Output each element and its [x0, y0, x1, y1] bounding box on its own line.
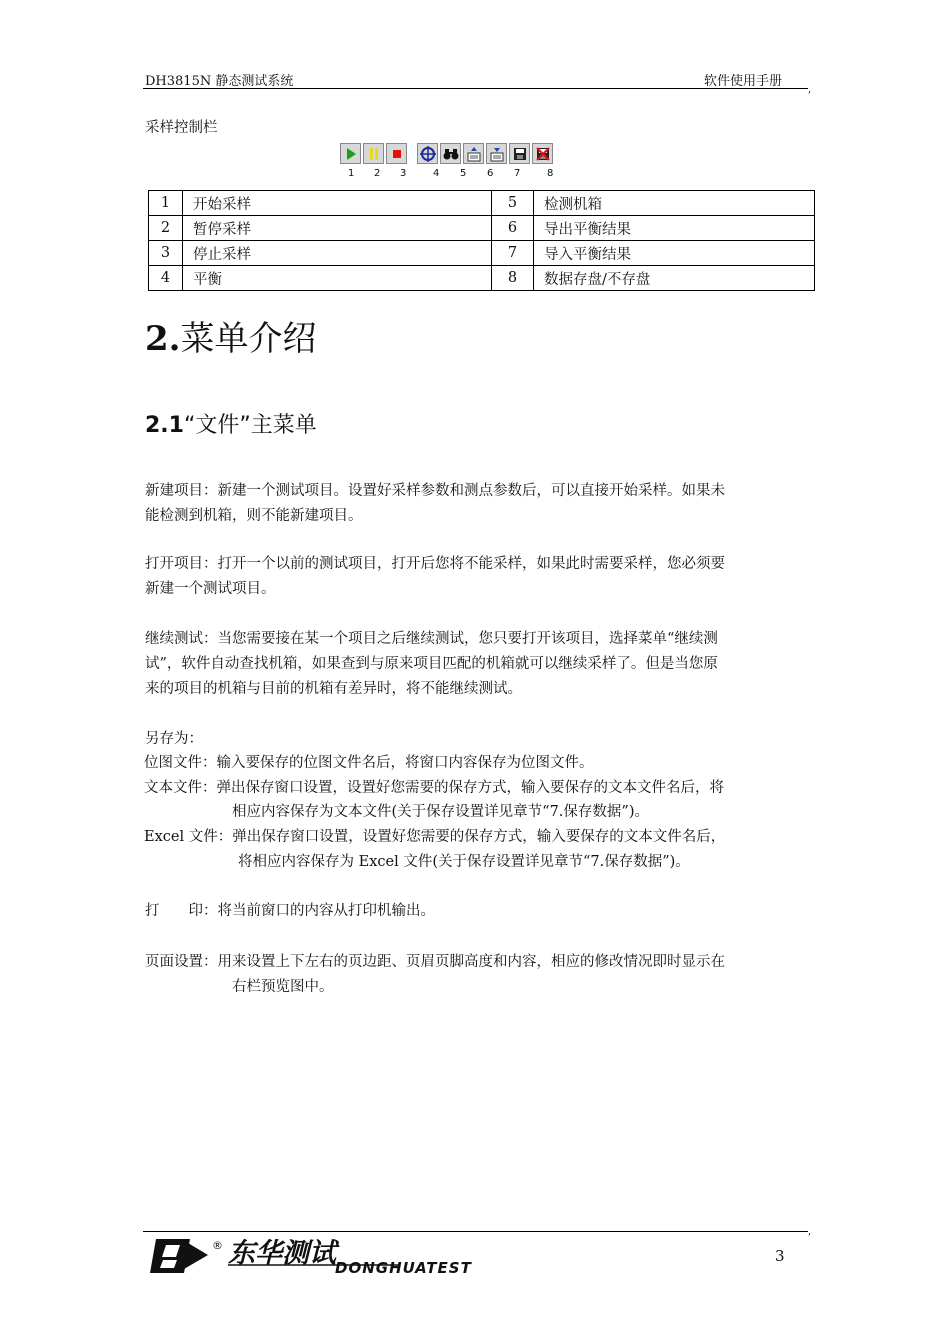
paragraph-line: 继续测试：当您需要接在某一个项目之后继续测试，您只要打开该项目，选择菜单“继续测: [145, 631, 718, 647]
print-label: 打 印: [145, 903, 203, 919]
table-cell: 4: [149, 266, 183, 291]
footer-mark: ,: [808, 1226, 812, 1237]
table-cell: 导入平衡结果: [534, 241, 815, 266]
toolbar-number: 6: [487, 168, 494, 179]
header-title: DH3815N 静态测试系统: [145, 74, 294, 89]
header-mark: ,: [808, 84, 812, 95]
paragraph-line: 试”，软件自动查找机箱，如果查到与原来项目匹配的机箱就可以继续采样了。但是当您原: [145, 656, 718, 672]
no-save-disk-icon[interactable]: [532, 143, 553, 164]
paragraph-line: 新建一个测试项目。: [145, 581, 276, 597]
table-cell: 5: [492, 191, 534, 216]
table-row: [149, 241, 815, 266]
section-title: 菜单介绍: [180, 319, 317, 359]
table-row: [149, 266, 815, 291]
import-balance-icon[interactable]: [486, 143, 507, 164]
toolbar-number: 7: [514, 168, 521, 179]
balance-icon[interactable]: [417, 143, 438, 164]
paragraph-line: 右栏预览图中。: [232, 979, 334, 995]
table-cell: 停止采样: [183, 241, 492, 266]
subsection-number: 2.1: [145, 413, 184, 438]
paragraph-line: [145, 899, 435, 924]
sampling-bar-caption: 采样控制栏: [145, 120, 218, 136]
table-cell: 数据存盘/不存盘: [534, 266, 815, 291]
subsection-title: “文件”主菜单: [183, 413, 317, 438]
print-text: ：将当前窗口的内容从打印机输出。: [203, 903, 435, 919]
table-cell: 检测机箱: [534, 191, 815, 216]
table-cell: 7: [492, 241, 534, 266]
section-heading: [145, 311, 317, 360]
footer-rule: [143, 1231, 808, 1232]
paragraph-line: Excel 文件：弹出保存窗口设置，设置好您需要的保存方式，输入要保存的文本文件名后，: [144, 829, 726, 845]
stop-icon[interactable]: [386, 143, 407, 164]
donghuatest-logo: [150, 1235, 550, 1281]
logo-english: DONGHUATEST: [335, 1259, 472, 1277]
table-cell: 2: [149, 216, 183, 241]
paragraph-line: 打开项目：打开一个以前的测试项目，打开后您将不能采样，如果此时需要采样，您必须要: [145, 556, 725, 572]
table-cell: 8: [492, 266, 534, 291]
sampling-controls-table: [148, 190, 815, 291]
toolbar-number: 2: [374, 168, 381, 179]
toolbar-number: 8: [547, 168, 554, 179]
table-cell: 6: [492, 216, 534, 241]
paragraph-line: 新建项目：新建一个测试项目。设置好采样参数和测点参数后，可以直接开始采样。如果未: [145, 483, 725, 499]
paragraph-line: 页面设置：用来设置上下左右的页边距、页眉页脚高度和内容，相应的修改情况即时显示在: [145, 954, 725, 970]
binoculars-icon[interactable]: [440, 143, 461, 164]
table-row: [149, 191, 815, 216]
table-row: [149, 216, 815, 241]
paragraph-line: 将相应内容保存为 Excel 文件(关于保存设置详见章节“7.保存数据”)。: [238, 854, 690, 870]
logo-chinese: 东华测试: [228, 1238, 336, 1269]
play-icon[interactable]: [340, 143, 361, 164]
table-cell: 暂停采样: [183, 216, 492, 241]
save-disk-icon[interactable]: [509, 143, 530, 164]
paragraph-line: 相应内容保存为文本文件(关于保存设置详见章节“7.保存数据”)。: [232, 804, 649, 820]
table-cell: 平衡: [183, 266, 492, 291]
paragraph-line: 来的项目的机箱与目前的机箱有差异时，将不能继续测试。: [145, 681, 522, 697]
page-number: 3: [775, 1247, 785, 1265]
table-cell: 导出平衡结果: [534, 216, 815, 241]
registered-mark: ®: [212, 1239, 223, 1252]
toolbar-number: 5: [460, 168, 467, 179]
header-rule: [143, 88, 808, 89]
header-manual-name: 软件使用手册: [704, 74, 783, 89]
toolbar-number: 4: [433, 168, 440, 179]
pause-icon[interactable]: [363, 143, 384, 164]
paragraph-line: 位图文件：输入要保存的位图文件名后，将窗口内容保存为位图文件。: [144, 755, 594, 771]
paragraph-line: 另存为：: [145, 731, 203, 747]
table-cell: 开始采样: [183, 191, 492, 216]
subsection-heading: [145, 408, 317, 439]
toolbar-number: 1: [348, 168, 355, 179]
section-number: 2.: [145, 319, 181, 359]
paragraph-line: 文本文件：弹出保存窗口设置，设置好您需要的保存方式，输入要保存的文本文件名后，将: [144, 780, 724, 796]
paragraph-line: 能检测到机箱，则不能新建项目。: [145, 508, 363, 524]
table-cell: 1: [149, 191, 183, 216]
export-balance-icon[interactable]: [463, 143, 484, 164]
table-cell: 3: [149, 241, 183, 266]
sampling-toolbar: [340, 143, 553, 164]
toolbar-number: 3: [400, 168, 407, 179]
